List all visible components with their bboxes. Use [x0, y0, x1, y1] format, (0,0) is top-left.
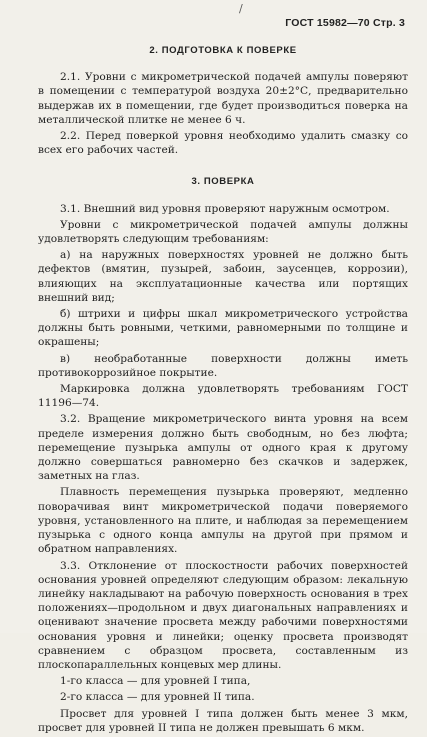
paragraph-item-v: в) необработанные поверхности должны иметь противокоррозийное покрытие. — [38, 352, 408, 379]
page-header — [285, 17, 405, 29]
paragraph-smoothness: Плавность перемещения пузырька проверяют, медленно поворачивая винт микрометрической подачи поверяемого уровня, установленного на плите, и наблюдая за перемещением пузырька с одного конца ампулы на другой при прямом и обратном направлениях. — [38, 486, 408, 556]
paragraph-item-a: а) на наружных поверхностях уровней не должно быть дефектов (вмятин, пузырей, забоин, заусенцев, коррозии), влияющих на эксплуатационные качества или портящих внешний вид; — [38, 249, 408, 304]
paragraph-3-1: 3.1. Внешний вид уровня проверяют наружным осмотром. — [60, 202, 390, 215]
paragraph-3-2: 3.2. Вращение микрометрического винта уровня на всем пределе измерения должно быть свободным, но без люфта; перемещение пузырька ампулы от одного края к другому должно совершаться равномерно без скачков и задержек, заметных на глаз. — [38, 413, 408, 483]
paragraph-2-1: 2.1. Уровни с микрометрической подачей ампулы поверяют в помещении с температурой воздуха 20±2°С, предварительно выдержав их в помещении, где будет производиться поверка на металлической плитке не менее 6 ч. — [38, 71, 408, 126]
paragraph-marking: Маркировка должна удовлетворять требованиям ГОСТ 11196—74. — [38, 383, 408, 410]
paragraph-requirements-intro: Уровни с микрометрической подачей ампулы должны удовлетворять следующим требованиям: — [38, 218, 408, 246]
paragraph-3-3: 3.3. Отклонение от плоскостности рабочих поверхностей основания уровней определяют следующим образом: лекальную линейку накладывают на рабочую поверхность основания в трех положениях—продольном и двух диагональных направлениях и оценивают значение просвета между рабочими поверхностями основания уровня и линейки; оценку просвета производят сравнением с образцом просвета, составленным из плоскопараллельных концевых мер длины. — [38, 559, 408, 671]
pencil-mark: / — [239, 2, 243, 15]
page-number: Стр. 3 — [372, 17, 405, 29]
paragraph-item-b: б) штрихи и цифры шкал микрометрического устройства должны быть ровными, четкими, равномерными по толщине и окрашены; — [38, 308, 408, 349]
section-3-title: 3. ПОВЕРКА — [191, 176, 255, 188]
standard-number: ГОСТ 15982—70 — [285, 17, 370, 29]
paragraph-class-2: 2-го класса — для уровней II типа. — [60, 691, 255, 704]
paragraph-gap-limits: Просвет для уровней I типа должен быть менее 3 мкм, просвет для уровней II типа не должен превышать 6 мкм. — [38, 707, 408, 734]
paragraph-class-1: 1-го класса — для уровней I типа, — [60, 675, 251, 688]
paragraph-2-2: 2.2. Перед поверкой уровня необходимо удалить смазку со всех его рабочих частей. — [38, 130, 408, 157]
section-2-title: 2. ПОДГОТОВКА К ПОВЕРКЕ — [149, 45, 297, 56]
